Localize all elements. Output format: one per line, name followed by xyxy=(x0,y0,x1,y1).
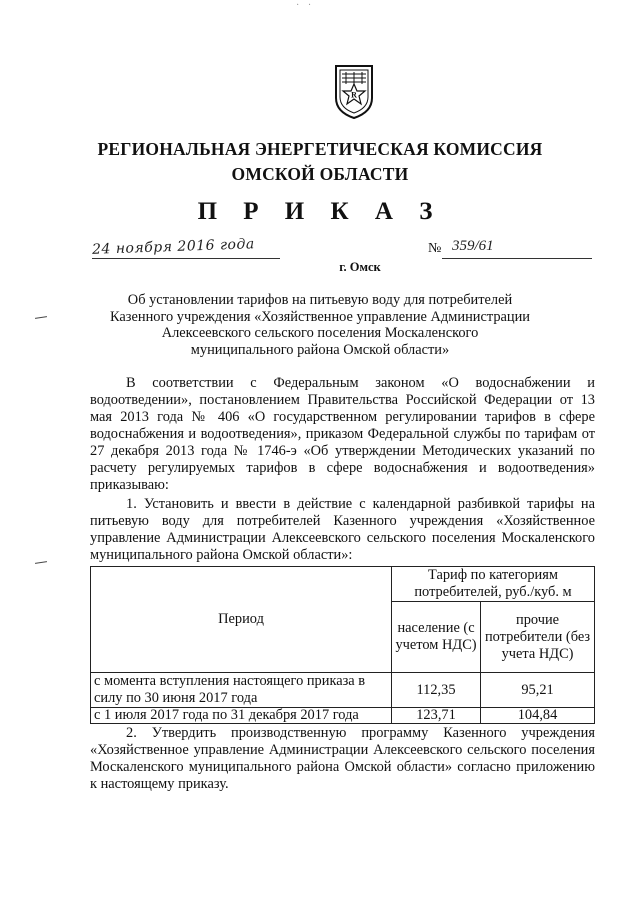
period-cell: с 1 июля 2017 года по 31 декабря 2017 года xyxy=(91,708,392,724)
others-tariff-cell: 95,21 xyxy=(481,673,595,708)
order-subject: Об установлении тарифов на питьевую воду для потребителей Казенного учреждения «Хозяйственное управление Администрации Алексеевского сельского поселения Москаленского муниципального района Омской области» xyxy=(110,292,531,358)
scan-artifact: · · xyxy=(296,0,315,11)
margin-hole-mark xyxy=(35,316,47,319)
number-label: № xyxy=(428,241,442,256)
org-name-line1: РЕГИОНАЛЬНАЯ ЭНЕРГЕТИЧЕСКАЯ КОМИССИЯ xyxy=(97,139,543,159)
table-row xyxy=(91,708,595,724)
item-2-paragraph: 2. Утвердить производственную программу Казенного учреждения «Хозяйственное управление Администрации Алексеевского сельского поселения Москаленского муниципального района Омской области» согласно приложению к настоящему приказу. xyxy=(90,725,595,792)
preamble-paragraph: В соответствии с Федеральным законом «О водоснабжении и водоотведении», постановлением Правительства Российской Федерации от 13 мая 2013 года № 406 «О государственном регулировании тарифов в сфере водоснабжения и водоотведения», приказом Федеральной службы по тарифам от 27 декабря 2013 года № 1746-э «Об утверждении Методических указаний по расчету регулируемых тарифов в сфере водоснабжения и водоотведения» приказываю: xyxy=(90,375,595,493)
handwritten-date: 24 ноября 2016 года xyxy=(91,236,255,258)
document-type-title: П Р И К А З xyxy=(197,198,443,225)
population-tariff-cell: 123,71 xyxy=(392,708,481,724)
handwritten-order-number: 359/61 xyxy=(452,238,494,254)
tariff-table xyxy=(90,566,595,724)
period-header: Период xyxy=(91,567,392,673)
table-row xyxy=(91,673,595,708)
margin-hole-mark xyxy=(35,561,47,564)
others-header: прочие потребители (без учета НДС) xyxy=(481,602,595,673)
city-label: г. Омск xyxy=(339,260,381,274)
coat-of-arms-emblem xyxy=(332,60,376,120)
item-1-paragraph: 1. Установить и ввести в действие с календарной разбивкой тарифы на питьевую воду для потребителей Казенного учреждения «Хозяйственное управление Администрации Алексеевского сельского поселения Москаленского муниципального района Омской области»: xyxy=(90,496,595,563)
emblem-letter: R xyxy=(351,90,357,100)
others-tariff-cell: 104,84 xyxy=(481,708,595,724)
tariff-header: Тариф по категориям потребителей, руб./куб. м xyxy=(392,567,595,602)
date-underline xyxy=(92,258,280,259)
org-name-line2: ОМСКОЙ ОБЛАСТИ xyxy=(231,164,409,184)
period-cell: с момента вступления настоящего приказа в силу по 30 июня 2017 года xyxy=(91,673,392,708)
population-tariff-cell: 112,35 xyxy=(392,673,481,708)
number-underline xyxy=(442,258,592,259)
population-header: население (с учетом НДС) xyxy=(392,602,481,673)
